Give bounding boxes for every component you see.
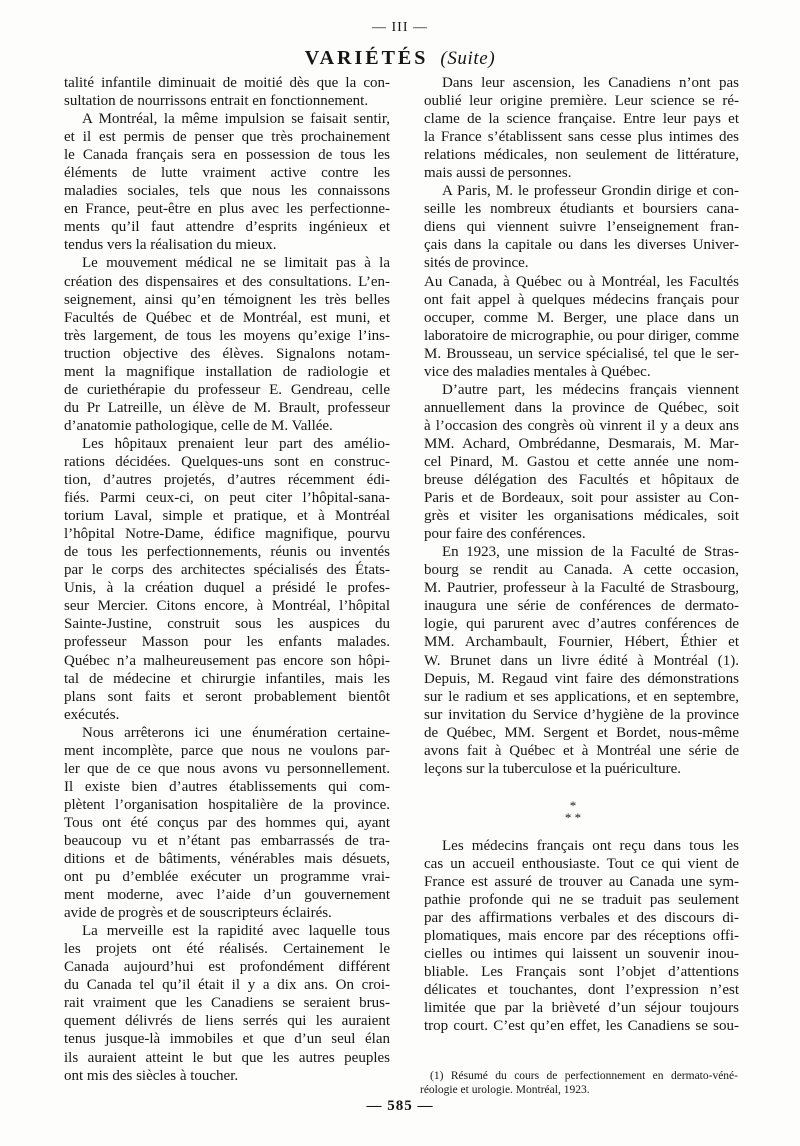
text-line: tal de médecine et chirurgie infantiles, mais les — [64, 670, 390, 687]
text-line: limitée que par la brièveté d’un séjour toujours — [424, 1000, 739, 1017]
text-line: délicates et touchantes, dont l’expression n’est — [424, 982, 739, 999]
text-line: par le corps des architectes spécialisés des États- — [64, 562, 390, 579]
text-line: Le mouvement médical ne se limitait pas à la — [82, 255, 390, 272]
text-line: clame de la science française. Entre leur pays et — [424, 111, 739, 128]
text-line: ditions et de bâtiments, vénérables mais désuets, — [64, 851, 390, 868]
text-line: talité infantile diminuait de moitié dès que la con- — [64, 75, 390, 91]
text-line: annuellement dans la province de Québec, soit — [424, 399, 739, 416]
text-line: du Pr Latreille, un élève de M. Brault, professeur — [64, 399, 390, 416]
paragraph — [64, 110, 390, 254]
text-line: (1) Résumé du cours de perfectionnement en dermato-véné- — [430, 1070, 738, 1082]
text-line: Les hôpitaux prenaient leur part des amélio- — [82, 435, 390, 452]
text-line: seur Mercier. Citons encore, à Montréal, l’hôpital — [64, 598, 390, 615]
text-line: de tous les perfectionnements, réunis ou inventés — [64, 544, 390, 561]
text-line: M. Brousseau, un service spécialisé, tel que le ser- — [424, 345, 739, 362]
text-line: cas un accueil enthousiaste. Tout ce qui vient de — [424, 856, 739, 873]
text-line: tendus vers la réalisation du mieux. — [64, 237, 277, 254]
text-line: avons fait à Québec et à Montréal une série de — [424, 742, 739, 759]
text-line: tenus jusque-là immobiles et que d’un seul élan — [64, 1031, 390, 1048]
text-line: ments qu’il faut attendre d’esprits ingénieux et — [64, 219, 390, 236]
text-line: occuper, comme M. Berger, une place dans un — [424, 309, 739, 326]
right-column — [424, 74, 739, 778]
text-line: torium Laval, simple et pratique, et à Montréal — [64, 508, 390, 525]
text-line: la France s’établissent sans cesse plus intimes des — [424, 129, 739, 146]
text-line: Facultés de Québec et de Montréal, est muni, et — [64, 309, 390, 326]
text-line: à l’occasion des congrès où vinrent il y a deux ans — [424, 417, 739, 434]
text-line: leçons sur la tuberculose et la puériculture. — [424, 760, 681, 777]
text-line: pathie profonde qui ne se traduit pas seulement — [424, 892, 739, 909]
text-line: ont fait appel à quelques médecins français pour — [424, 291, 739, 308]
right-column-continued — [424, 837, 739, 1036]
text-line: W. Brunet dans un livre édité à Montréal (1). — [424, 652, 739, 669]
text-line: MM. Archambault, Fournier, Hébert, Éthier et — [424, 634, 739, 651]
text-line: Dans leur ascension, les Canadiens n’ont pas — [442, 75, 739, 91]
text-line: en France, peut-être en plus avec les perfectionne- — [64, 201, 390, 218]
asterism — [424, 800, 722, 824]
text-line: Depuis, M. Regaud vint faire des démonstrations — [424, 670, 739, 687]
text-line: pour faire des conférences. — [424, 526, 586, 543]
text-line: logie, qui parurent avec d’autres conférences de — [424, 616, 739, 633]
paragraph — [424, 381, 739, 543]
text-line: çais dans la capitale ou dans les diverses Univer- — [424, 237, 739, 254]
text-line: bliable. Les Français sont l’objet d’attentions — [424, 964, 739, 981]
left-column — [64, 74, 390, 1085]
paragraph — [424, 74, 739, 182]
text-line: fiés. Parmi ceux-ci, on peut citer l’hôpital-sana- — [64, 490, 390, 507]
text-line: breuse délégation des Facultés et hôpitaux de — [424, 472, 739, 489]
asterism-bottom: * * — [564, 810, 582, 825]
text-line: tion, d’autres projetés, d’autres récemment édi- — [64, 472, 390, 489]
text-line: exécutés. — [64, 706, 120, 723]
asterism-top: * — [569, 798, 577, 813]
text-line: En 1923, une mission de la Faculté de Stras- — [442, 544, 739, 561]
text-line: relations médicales, non seulement de littérature, — [424, 147, 739, 164]
text-line: inaugura une série de conférences de dermato- — [424, 598, 739, 615]
paragraph — [424, 182, 739, 272]
text-line: professeur Masson pour les enfants malades. — [64, 634, 390, 651]
paragraph — [64, 254, 390, 434]
text-line: rait vraiment que les Canadiens se seraient brus- — [64, 995, 390, 1012]
text-line: Paris et de Bordeaux, soit pour assister au Con- — [424, 490, 739, 507]
text-line: La merveille est la rapidité avec laquelle tous — [82, 923, 390, 940]
text-line: Au Canada, à Québec ou à Montréal, les Facultés — [424, 273, 739, 290]
text-line: MM. Achard, Ombrédanne, Desmarais, M. Mar- — [424, 435, 739, 452]
paragraph — [64, 922, 390, 1084]
text-line: très largement, de tous les moyens qu’exige l’ins- — [64, 327, 390, 344]
text-line: plètent l’organisation hospitalière de la province. — [64, 796, 390, 813]
text-line: trop court. C’est qu’en effet, les Canadiens se sou- — [424, 1018, 739, 1035]
paragraph — [424, 837, 739, 1036]
text-line: beaucoup vu et n’étant pas embarrassés de tra- — [64, 832, 390, 849]
text-line: D’autre part, les médecins français viennent — [442, 381, 739, 398]
text-line: Tous ont été conçus par des hommes qui, ayant — [64, 814, 390, 831]
text-line: mais aussi de personnes. — [424, 165, 572, 182]
text-line: par des affirmations verbales et des discours di- — [424, 910, 739, 927]
text-line: de Québec, MM. Sergent et Bordet, nous-même — [424, 724, 739, 741]
text-line: Les médecins français ont reçu dans tous les — [442, 838, 739, 854]
paragraph — [64, 435, 390, 724]
text-line: laboratoire de micrographie, ou pour diriger, comme — [424, 327, 739, 344]
section-title: VARIÉTÉS — [304, 47, 429, 69]
text-line: ils auraient atteint le but que les autres peuples — [64, 1049, 390, 1066]
text-line: rations décidées. Quelques-uns sont en construc- — [64, 453, 390, 470]
text-line: Nous arrêterons ici une énumération certaine- — [82, 724, 390, 741]
footnote — [420, 1069, 738, 1097]
text-line: cielles ou intimes qui laissent un souvenir inou- — [424, 946, 739, 963]
text-line: A Montréal, la même impulsion se faisait sentir, — [82, 111, 390, 128]
text-line: diens qui viennent suivre l’enseignement fran- — [424, 219, 739, 236]
text-line: cel Pinard, M. Gastou et cette année une nom- — [424, 453, 739, 470]
text-line: de curiethérapie du professeur E. Gendreau, celle — [64, 381, 390, 398]
page-number: — 585 — — [366, 1098, 434, 1114]
text-line: oublié leur origine première. Leur science se ré- — [424, 93, 739, 110]
text-line: ont mis des siècles à toucher. — [64, 1067, 239, 1084]
text-line: le Canada français sera en possession de tous les — [64, 147, 390, 164]
text-line: ler que de ce que nous avons vu personnellement. — [64, 760, 390, 777]
text-line: plomatiques, mais encore par des réceptions offi- — [424, 928, 739, 945]
section-heading — [0, 45, 800, 73]
text-line: Canada aujourd’hui est profondément différent — [64, 959, 390, 976]
text-line: sur invitation du Service d’hygiène de la province — [424, 706, 739, 723]
text-line: M. Pautrier, professeur à la Faculté de Strasbourg, — [424, 580, 739, 597]
text-line: sultation de nourrissons entrait en fonctionnement. — [64, 93, 369, 110]
text-line: création des dispensaires et des consultations. L’en- — [64, 273, 390, 290]
text-line: maladies sociales, tels que nous les connaissons — [64, 183, 390, 200]
text-line: les projets ont été réalisés. Certainement le — [64, 941, 390, 958]
text-line: grès et visiter les organisations médicales, soit — [424, 508, 739, 525]
footnote-text — [420, 1069, 738, 1097]
running-head-folio: — III — — [372, 20, 428, 35]
section-title-suite: (Suite) — [440, 48, 496, 69]
text-line: quement délivrés de liens serrés qui les auraient — [64, 1013, 390, 1030]
paragraph — [64, 724, 390, 923]
text-line: France est assuré de trouver au Canada une sym- — [424, 874, 739, 891]
text-line: ment la magnifique installation de radiologie et — [64, 363, 390, 380]
paragraph — [424, 543, 739, 778]
text-line: ment incomplète, parce que nous ne voulons par- — [64, 742, 390, 759]
text-line: ont pu d’emblée exécuter un programme vrai- — [64, 869, 390, 886]
text-line: bourg se rendit au Canada. A cette occasion, — [424, 562, 739, 579]
text-line: seignement, ainsi qu’en témoignent les très belles — [64, 291, 390, 308]
text-line: avide de progrès et de souscripteurs éclairés. — [64, 905, 332, 922]
text-line: truction objective des élèves. Signalons notam- — [64, 345, 390, 362]
text-line: réologie et urologie. Montréal, 1923. — [420, 1084, 590, 1096]
text-line: d’anatomie pathologique, celle de M. Vallée. — [64, 417, 333, 434]
text-line: et il est permis de penser que très prochainement — [64, 129, 390, 146]
text-line: vice des maladies mentales à Québec. — [424, 363, 651, 380]
text-line: ment moderne, avec l’aide d’un gouvernement — [64, 887, 390, 904]
text-line: Il existe bien d’autres établissements qui com- — [64, 778, 390, 795]
text-line: Québec n’a malheureusement pas encore son hôpi- — [64, 652, 390, 669]
text-line: Unis, à la création duquel a présidé le profes- — [64, 580, 390, 597]
text-line: plans sont faits et seront probablement bientôt — [64, 688, 390, 705]
text-line: Sainte-Justine, construit sous les auspices du — [64, 616, 390, 633]
text-line: l’hôpital Notre-Dame, édifice magnifique, pourvu — [64, 526, 390, 543]
paragraph — [64, 74, 390, 110]
text-line: sités de province. — [424, 255, 529, 272]
text-line: sur le radium et ses applications, et en septembre, — [424, 688, 739, 705]
text-line: A Paris, M. le professeur Grondin dirige et con- — [442, 183, 739, 200]
text-line: éléments de lutte vraiment active contre les — [64, 165, 390, 182]
text-line: du Canada tel qu’il était il y a dix ans. On croi- — [64, 977, 390, 994]
text-line: seille les nombreux étudiants et boursiers cana- — [424, 201, 739, 218]
paragraph — [424, 273, 739, 381]
